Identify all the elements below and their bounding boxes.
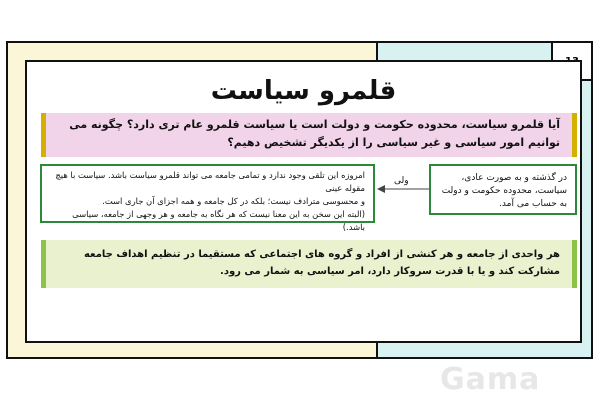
present-view-line: امروزه این تلقی وجود ندارد و تمامی جامعه می تواند قلمرو سیاست باشد. سیاست با هیچ مقوله عینی: [55, 170, 365, 193]
arrow-left-icon: [377, 184, 429, 194]
present-view-line: و محسوسی مترادف نیست؛ بلکه در کل جامعه و همه اجزای آن جاری است.: [102, 196, 365, 206]
question-box: آیا قلمرو سیاست، محدوده حکومت و دولت است یا سیاست قلمرو عام تری دارد؟ چگونه می توانیم امور سیاسی و غیر سیاسی را از یکدیگر تشخیص دهیم؟: [41, 113, 577, 157]
slide-content: [25, 60, 582, 343]
present-view-box: [40, 164, 375, 232]
gama-watermark-logo: Gama: [440, 362, 541, 397]
connector-label: ولی: [394, 176, 409, 186]
past-view-box: در گذشته و به صورت عادی، سیاست، محدوده حکومت و دولت به حساب می آمد.: [429, 164, 577, 215]
conclusion-box: هر واحدی از جامعه و هر کنشی از افراد و گروه های اجتماعی که مستقیما در تنظیم اهداف جامعه مشارکت کند و یا با قدرت سروکار دارد، امر سیاسی به شمار می رود.: [41, 240, 577, 288]
present-view-line: (البته این سخن به این معنا نیست که هر نگاه به جامعه و هر وجهی از جامعه، سیاسی باشد.): [72, 209, 365, 232]
slide-title: قلمرو سیاست: [210, 76, 397, 106]
